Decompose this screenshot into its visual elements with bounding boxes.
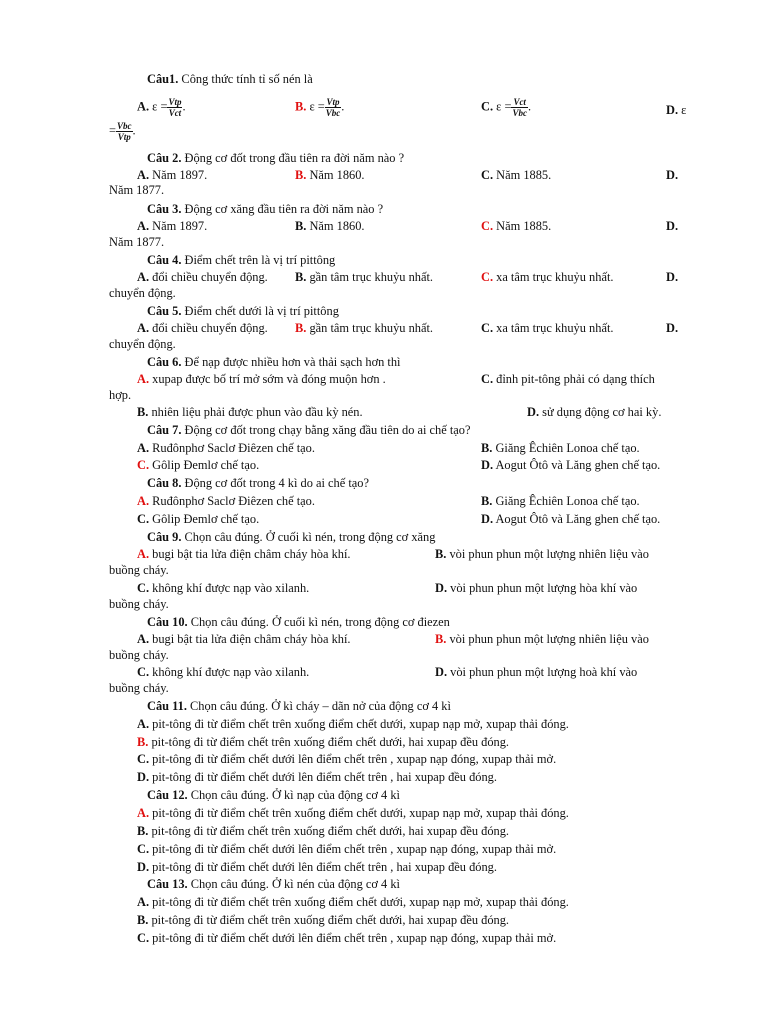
- option-7-b: B. Giăng Êchiên Lonoa chế tạo.: [481, 441, 640, 455]
- question-11: Câu 11. Chọn câu đúng. Ở kì cháy – dãn nở của động cơ 4 kì: [147, 699, 451, 713]
- option-10-c: C. không khí được nạp vào xilanh.: [137, 665, 310, 679]
- option-12-a: A. pit-tông đi từ điểm chết trên xuống điểm chết dưới, xupap nạp mở, xupap thải đóng.: [137, 806, 569, 820]
- option-5-d-text: chuyển động.: [109, 337, 176, 351]
- question-9: Câu 9. Chọn câu đúng. Ở cuối kì nén, trong động cơ xăng: [147, 530, 436, 544]
- option-13-a: A. pit-tông đi từ điểm chết trên xuống điểm chết dưới, xupap nạp mở, xupap thải đóng.: [137, 895, 569, 909]
- option-5-d: D.: [666, 321, 679, 335]
- option-5-a: A. đổi chiều chuyển động.: [137, 321, 268, 335]
- option-9-c: C. không khí được nạp vào xilanh.: [137, 581, 310, 595]
- option-3-d: D.: [666, 219, 679, 233]
- option-7-a: A. Ruđônphơ Saclơ Điêzen chế tạo.: [137, 441, 315, 455]
- option-1-a: A. ε = $\frac{\text{Vtp}}{\text{Vct}}$ .: [137, 97, 186, 118]
- option-10-d-cont: buồng cháy.: [109, 681, 169, 695]
- option-3-c: C. Năm 1885.: [481, 219, 552, 233]
- option-6-d: D. sử dụng động cơ hai kỳ.: [527, 405, 662, 419]
- question-6: Câu 6. Để nạp được nhiều hơn và thải sạch hơn thì: [147, 355, 401, 369]
- question-8: Câu 8. Động cơ đốt trong 4 kì do ai chế tạo?: [147, 476, 369, 490]
- option-12-b: B. pit-tông đi từ điểm chết trên xuống điểm chết dưới, hai xupap đều đóng.: [137, 824, 510, 838]
- option-1-b: B. ε = $\frac{\text{Vtp}}{\text{Vbc}}$ .: [295, 97, 345, 118]
- option-6-b: B. nhiên liệu phải được phun vào đầu kỳ nén.: [137, 405, 363, 419]
- option-9-a: A. bugi bật tia lửa điện châm cháy hòa khí.: [137, 547, 351, 561]
- option-13-b: B. pit-tông đi từ điểm chết trên xuống điểm chết dưới, hai xupap đều đóng.: [137, 913, 510, 927]
- question-number: Câu1.: [147, 72, 179, 86]
- option-9-b-cont: buồng cháy.: [109, 563, 169, 577]
- option-8-a: A. Ruđônphơ Saclơ Điêzen chế tạo.: [137, 494, 315, 508]
- question-2: Câu 2. Động cơ đốt trong đầu tiên ra đời năm nào ?: [147, 151, 405, 165]
- option-4-c: C. xa tâm trục khuỷu nhất.: [481, 270, 614, 284]
- option-5-b: B. gần tâm trục khuỷu nhất.: [295, 321, 434, 335]
- option-6-c: C. đỉnh pit-tông phải có dạng thích: [481, 372, 655, 386]
- formula-fraction: $\frac{\text{Vbc}}{\text{Vtp}}$: [117, 121, 132, 142]
- option-2-d: D.: [666, 168, 679, 182]
- option-9-d-cont: buồng cháy.: [109, 597, 169, 611]
- option-6-c-cont: hợp.: [109, 388, 132, 402]
- option-4-a: A. đổi chiều chuyển động.: [137, 270, 268, 284]
- option-11-b: B. pit-tông đi từ điểm chết trên xuống điểm chết dưới, hai xupap đều đóng.: [137, 735, 510, 749]
- option-9-b: B. vòi phun phun một lượng nhiên liệu vào: [435, 547, 649, 561]
- option-6-a: A. xupap được bố trí mở sớm và đóng muộn hơn .: [137, 372, 386, 386]
- option-12-c: C. pit-tông đi từ điểm chết dưới lên điểm chết trên , xupap nạp đóng, xupap thải mở.: [137, 842, 557, 856]
- option-2-b: B. Năm 1860.: [295, 168, 365, 182]
- question-13: Câu 13. Chọn câu đúng. Ở kì nén của động cơ 4 kì: [147, 877, 400, 891]
- question-7: Câu 7. Động cơ đốt trong chạy bằng xăng đầu tiên do ai chế tạo?: [147, 423, 471, 437]
- option-8-b: B. Giăng Êchiên Lonoa chế tạo.: [481, 494, 640, 508]
- option-11-c: C. pit-tông đi từ điểm chết dưới lên điểm chết trên , xupap nạp đóng, xupap thải mở.: [137, 752, 557, 766]
- option-4-b: B. gần tâm trục khuỷu nhất.: [295, 270, 434, 284]
- option-10-a: A. bugi bật tia lửa điện châm cháy hòa khí.: [137, 632, 351, 646]
- formula-fraction: $\frac{\text{Vct}}{\text{Vbc}}$: [512, 97, 527, 118]
- option-11-a: A. pit-tông đi từ điểm chết trên xuống điểm chết dưới, xupap nạp mở, xupap thải đóng.: [137, 717, 569, 731]
- question-4: Câu 4. Điểm chết trên là vị trí pittông: [147, 253, 336, 267]
- question-10: Câu 10. Chọn câu đúng. Ở cuối kì nén, trong động cơ điezen: [147, 615, 450, 629]
- option-3-b: B. Năm 1860.: [295, 219, 365, 233]
- question-3: Câu 3. Động cơ xăng đầu tiên ra đời năm nào ?: [147, 202, 384, 216]
- option-7-d: D. Aogut Ôtô và Lăng ghen chế tạo.: [481, 458, 661, 472]
- option-10-d: D. vòi phun phun một lượng hoà khí vào: [435, 665, 638, 679]
- option-9-d: D. vòi phun phun một lượng hòa khí vào: [435, 581, 638, 595]
- option-3-a: A. Năm 1897.: [137, 219, 208, 233]
- option-5-c: C. xa tâm trục khuỷu nhất.: [481, 321, 614, 335]
- option-8-c: C. Gôlip Đemlơ chế tạo.: [137, 512, 260, 526]
- option-1-c: C. ε = $\frac{\text{Vct}}{\text{Vbc}}$ .: [481, 97, 532, 118]
- formula-fraction: $\frac{\text{Vtp}}{\text{Vbc}}$: [325, 97, 341, 118]
- option-4-d: D.: [666, 270, 679, 284]
- option-10-b-cont: buồng cháy.: [109, 648, 169, 662]
- option-8-d: D. Aogut Ôtô và Lăng ghen chế tạo.: [481, 512, 661, 526]
- option-11-d: D. pit-tông đi từ điểm chết dưới lên điểm chết trên , hai xupap đều đóng.: [137, 770, 497, 784]
- option-1-d: D. ε: [666, 103, 687, 117]
- option-13-c: C. pit-tông đi từ điểm chết dưới lên điểm chết trên , xupap nạp đóng, xupap thải mở.: [137, 931, 557, 945]
- option-1-d-formula: = $\frac{\text{Vbc}}{\text{Vtp}}$ .: [109, 121, 136, 142]
- question-5: Câu 5. Điểm chết dưới là vị trí pittông: [147, 304, 339, 318]
- option-10-b: B. vòi phun phun một lượng nhiên liệu vào: [435, 632, 649, 646]
- option-2-a: A. Năm 1897.: [137, 168, 208, 182]
- formula-fraction: $\frac{\text{Vtp}}{\text{Vct}}$: [168, 97, 182, 118]
- option-7-c: C. Gôlip Đemlơ chế tạo.: [137, 458, 260, 472]
- option-2-c: C. Năm 1885.: [481, 168, 552, 182]
- question-1: [147, 72, 313, 86]
- question-12: Câu 12. Chọn câu đúng. Ở kì nạp của động cơ 4 kì: [147, 788, 400, 802]
- option-2-d-text: Năm 1877.: [109, 183, 165, 197]
- question-text: Công thức tính tỉ số nén là: [178, 72, 313, 86]
- option-12-d: D. pit-tông đi từ điểm chết dưới lên điểm chết trên , hai xupap đều đóng.: [137, 860, 497, 874]
- option-3-d-text: Năm 1877.: [109, 235, 165, 249]
- option-4-d-text: chuyển động.: [109, 286, 176, 300]
